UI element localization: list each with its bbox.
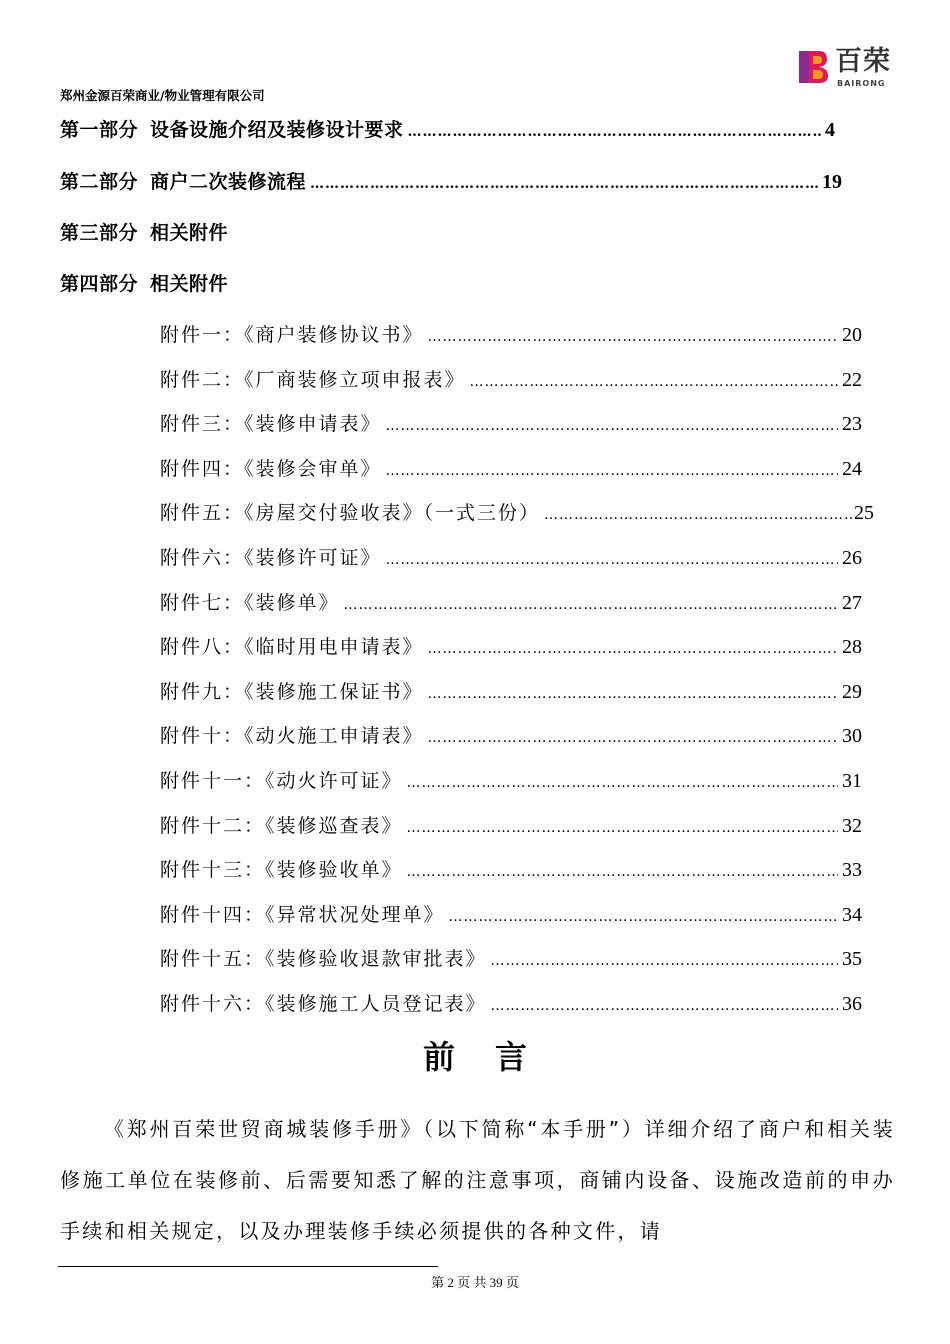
toc-appendix-13[interactable] (160, 855, 862, 882)
appendix-title: 附件十五：《装修验收退款审批表》 (160, 948, 487, 970)
dot-leader (491, 953, 838, 969)
page-number: 22 (842, 369, 862, 391)
page-number: 24 (842, 458, 862, 480)
toc-appendix-7[interactable] (160, 588, 862, 615)
toc-appendix-4[interactable] (160, 454, 862, 481)
dot-leader (407, 775, 838, 791)
toc-appendix-10[interactable] (160, 721, 862, 748)
part-label: 第一部分 (60, 119, 139, 141)
toc-appendix-5[interactable] (160, 498, 874, 525)
page-number: 31 (842, 770, 862, 792)
dot-leader (428, 329, 838, 345)
toc-appendix-8[interactable] (160, 632, 862, 659)
appendix-title: 附件十二：《装修巡查表》 (160, 815, 403, 837)
page-number: 36 (842, 993, 862, 1015)
dot-leader (386, 418, 838, 434)
appendix-title: 附件十三：《装修验收单》 (160, 859, 403, 881)
appendix-title: 附件十一：《动火许可证》 (160, 770, 403, 792)
appendix-title: 附件十六：《装修施工人员登记表》 (160, 993, 487, 1015)
dot-leader (470, 374, 838, 390)
company-name: 郑州金源百荣商业/物业管理有限公司 (60, 88, 265, 103)
appendix-title: 附件五：《房屋交付验收表》（一式三份） (160, 502, 541, 524)
footer-rule (58, 1266, 438, 1267)
toc-appendix-11[interactable] (160, 766, 862, 793)
logo-text: 百荣 (835, 46, 891, 77)
bairong-logo-mark-icon (799, 47, 829, 87)
page-footer: 第 2 页 共 39 页 (431, 1275, 519, 1290)
page-number: 4 (825, 119, 835, 141)
toc-appendix-9[interactable] (160, 677, 862, 704)
page-number: 34 (842, 904, 862, 926)
bairong-logo (799, 47, 899, 91)
page-number: 20 (842, 324, 862, 346)
dot-leader (407, 820, 838, 836)
appendix-title: 附件八：《临时用电申请表》 (160, 636, 424, 658)
logo-subtext: BAIRONG (837, 79, 886, 88)
appendix-title: 附件六：《装修许可证》 (160, 547, 382, 569)
part-title: 相关附件 (150, 222, 229, 244)
appendix-title: 附件四：《装修会审单》 (160, 458, 382, 480)
toc-appendix-3[interactable] (160, 409, 862, 436)
part-label: 第四部分 (60, 273, 139, 295)
appendix-title: 附件二：《厂商装修立项申报表》 (160, 369, 466, 391)
toc-appendix-16[interactable] (160, 989, 862, 1016)
page-number: 28 (842, 636, 862, 658)
appendix-title: 附件三：《装修申请表》 (160, 413, 382, 435)
toc-appendix-15[interactable] (160, 944, 862, 971)
toc-part-3[interactable] (60, 218, 228, 245)
toc-appendix-14[interactable] (160, 900, 862, 927)
dot-leader (449, 909, 838, 925)
page-number: 25 (854, 502, 874, 524)
page-number: 33 (842, 859, 862, 881)
toc-appendix-12[interactable] (160, 811, 862, 838)
appendix-title: 附件九：《装修施工保证书》 (160, 681, 424, 703)
preface-body: 《郑州百荣世贸商城装修手册》（以下简称“本手册”）详细介绍了商户和相关装修施工单位在装修前、后需要知悉了解的注意事项，商铺内设备、设施改造前的申办手续和相关规定，以及办理装修手续必须提供的各种文件，请 (60, 1117, 895, 1243)
page-number: 26 (842, 547, 862, 569)
page-number: 35 (842, 948, 862, 970)
toc-part-2[interactable] (60, 167, 842, 194)
appendix-title: 附件十四：《异常状况处理单》 (160, 904, 445, 926)
dot-leader (386, 463, 838, 479)
part-title: 设备设施介绍及装修设计要求 (150, 119, 404, 141)
dot-leader (428, 641, 838, 657)
page-number: 27 (842, 592, 862, 614)
page-number: 30 (842, 725, 862, 747)
dot-leader (407, 864, 838, 880)
part-label: 第三部分 (60, 222, 139, 244)
dot-leader (544, 507, 854, 523)
toc-appendix-6[interactable] (160, 543, 862, 570)
toc-part-1[interactable] (60, 115, 835, 142)
appendix-title: 附件十：《动火施工申请表》 (160, 725, 424, 747)
appendix-title: 附件七：《装修单》 (160, 592, 340, 614)
page-number: 19 (822, 171, 842, 193)
dot-leader (491, 998, 838, 1014)
toc-appendix-1[interactable] (160, 320, 862, 347)
dot-leader (408, 124, 821, 140)
toc-appendix-2[interactable] (160, 365, 862, 392)
dot-leader (428, 730, 838, 746)
page-number: 23 (842, 413, 862, 435)
preface-heading: 前言 (422, 1038, 567, 1076)
dot-leader (310, 176, 818, 192)
page-number: 32 (842, 815, 862, 837)
part-title: 相关附件 (150, 273, 229, 295)
part-label: 第二部分 (60, 171, 139, 193)
appendix-title: 附件一：《商户装修协议书》 (160, 324, 424, 346)
dot-leader (428, 686, 838, 702)
dot-leader (344, 597, 838, 613)
toc-part-4[interactable] (60, 269, 228, 296)
dot-leader (386, 552, 838, 568)
page-number: 29 (842, 681, 862, 703)
part-title: 商户二次装修流程 (150, 171, 307, 193)
